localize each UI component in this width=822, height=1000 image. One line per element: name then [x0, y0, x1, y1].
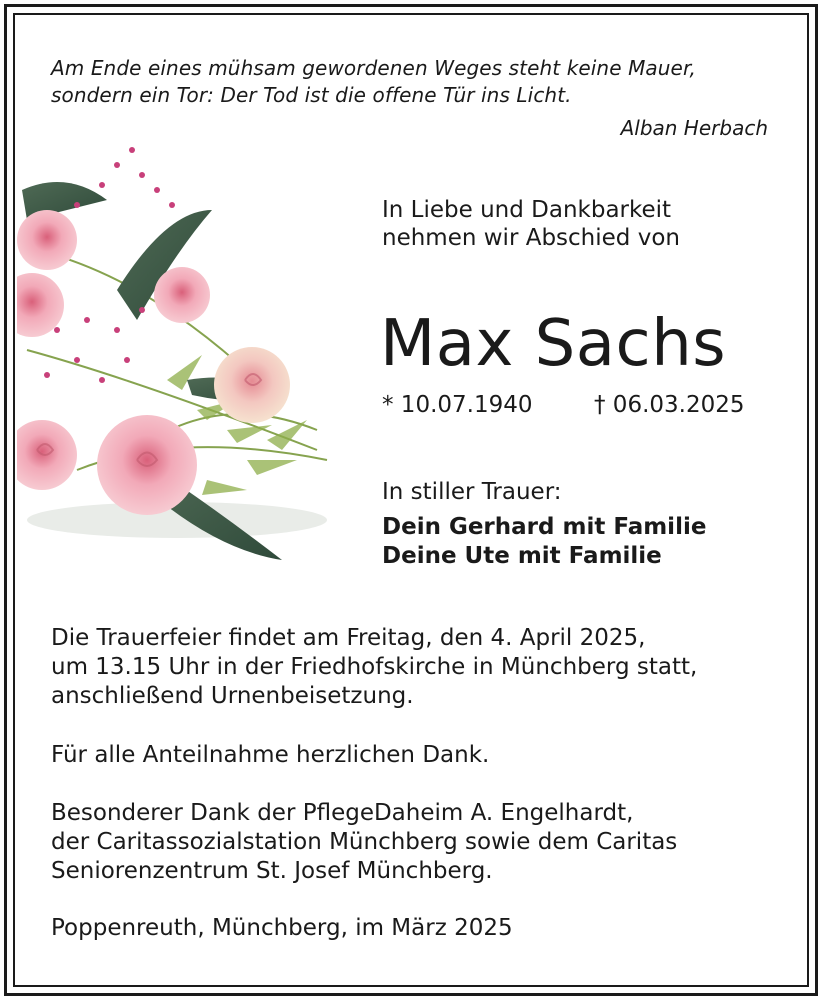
ceremony-info [51, 624, 697, 711]
intro-text [382, 196, 680, 252]
quote-line: sondern ein Tor: Der Tod ist die offene Tür ins Licht. [51, 83, 572, 107]
special-thanks [51, 799, 677, 886]
flower-bouquet-icon [17, 130, 337, 570]
place-date: Poppenreuth, Münchberg, im März 2025 [51, 915, 513, 941]
quote-author: Alban Herbach [620, 116, 768, 140]
mourner: Dein Gerhard mit Familie [382, 514, 707, 540]
mourning-label: In stiller Trauer: [382, 479, 562, 505]
intro-line: nehmen wir Abschied von [382, 225, 680, 251]
ceremony-line: um 13.15 Uhr in der Friedhofskirche in Münchberg statt, [51, 654, 698, 680]
mourners-list [382, 513, 706, 571]
quote [51, 55, 696, 109]
special-thanks-line: der Caritassozialstation Münchberg sowie dem Caritas [51, 829, 678, 855]
thanks-text: Für alle Anteilnahme herzlichen Dank. [51, 742, 490, 768]
special-thanks-line: Besonderer Dank der PflegeDaheim A. Engelhardt, [51, 800, 634, 826]
death-date: † 06.03.2025 [594, 392, 745, 418]
special-thanks-line: Seniorenzentrum St. Josef Münchberg. [51, 858, 493, 884]
quote-line: Am Ende eines mühsam gewordenen Weges steht keine Mauer, [51, 56, 696, 80]
birth-date: * 10.07.1940 [382, 392, 533, 418]
ceremony-line: anschließend Urnenbeisetzung. [51, 683, 414, 709]
ceremony-line: Die Trauerfeier findet am Freitag, den 4. April 2025, [51, 625, 646, 651]
mourner: Deine Ute mit Familie [382, 543, 662, 569]
deceased-name: Max Sachs [380, 307, 727, 381]
intro-line: In Liebe und Dankbarkeit [382, 197, 672, 223]
